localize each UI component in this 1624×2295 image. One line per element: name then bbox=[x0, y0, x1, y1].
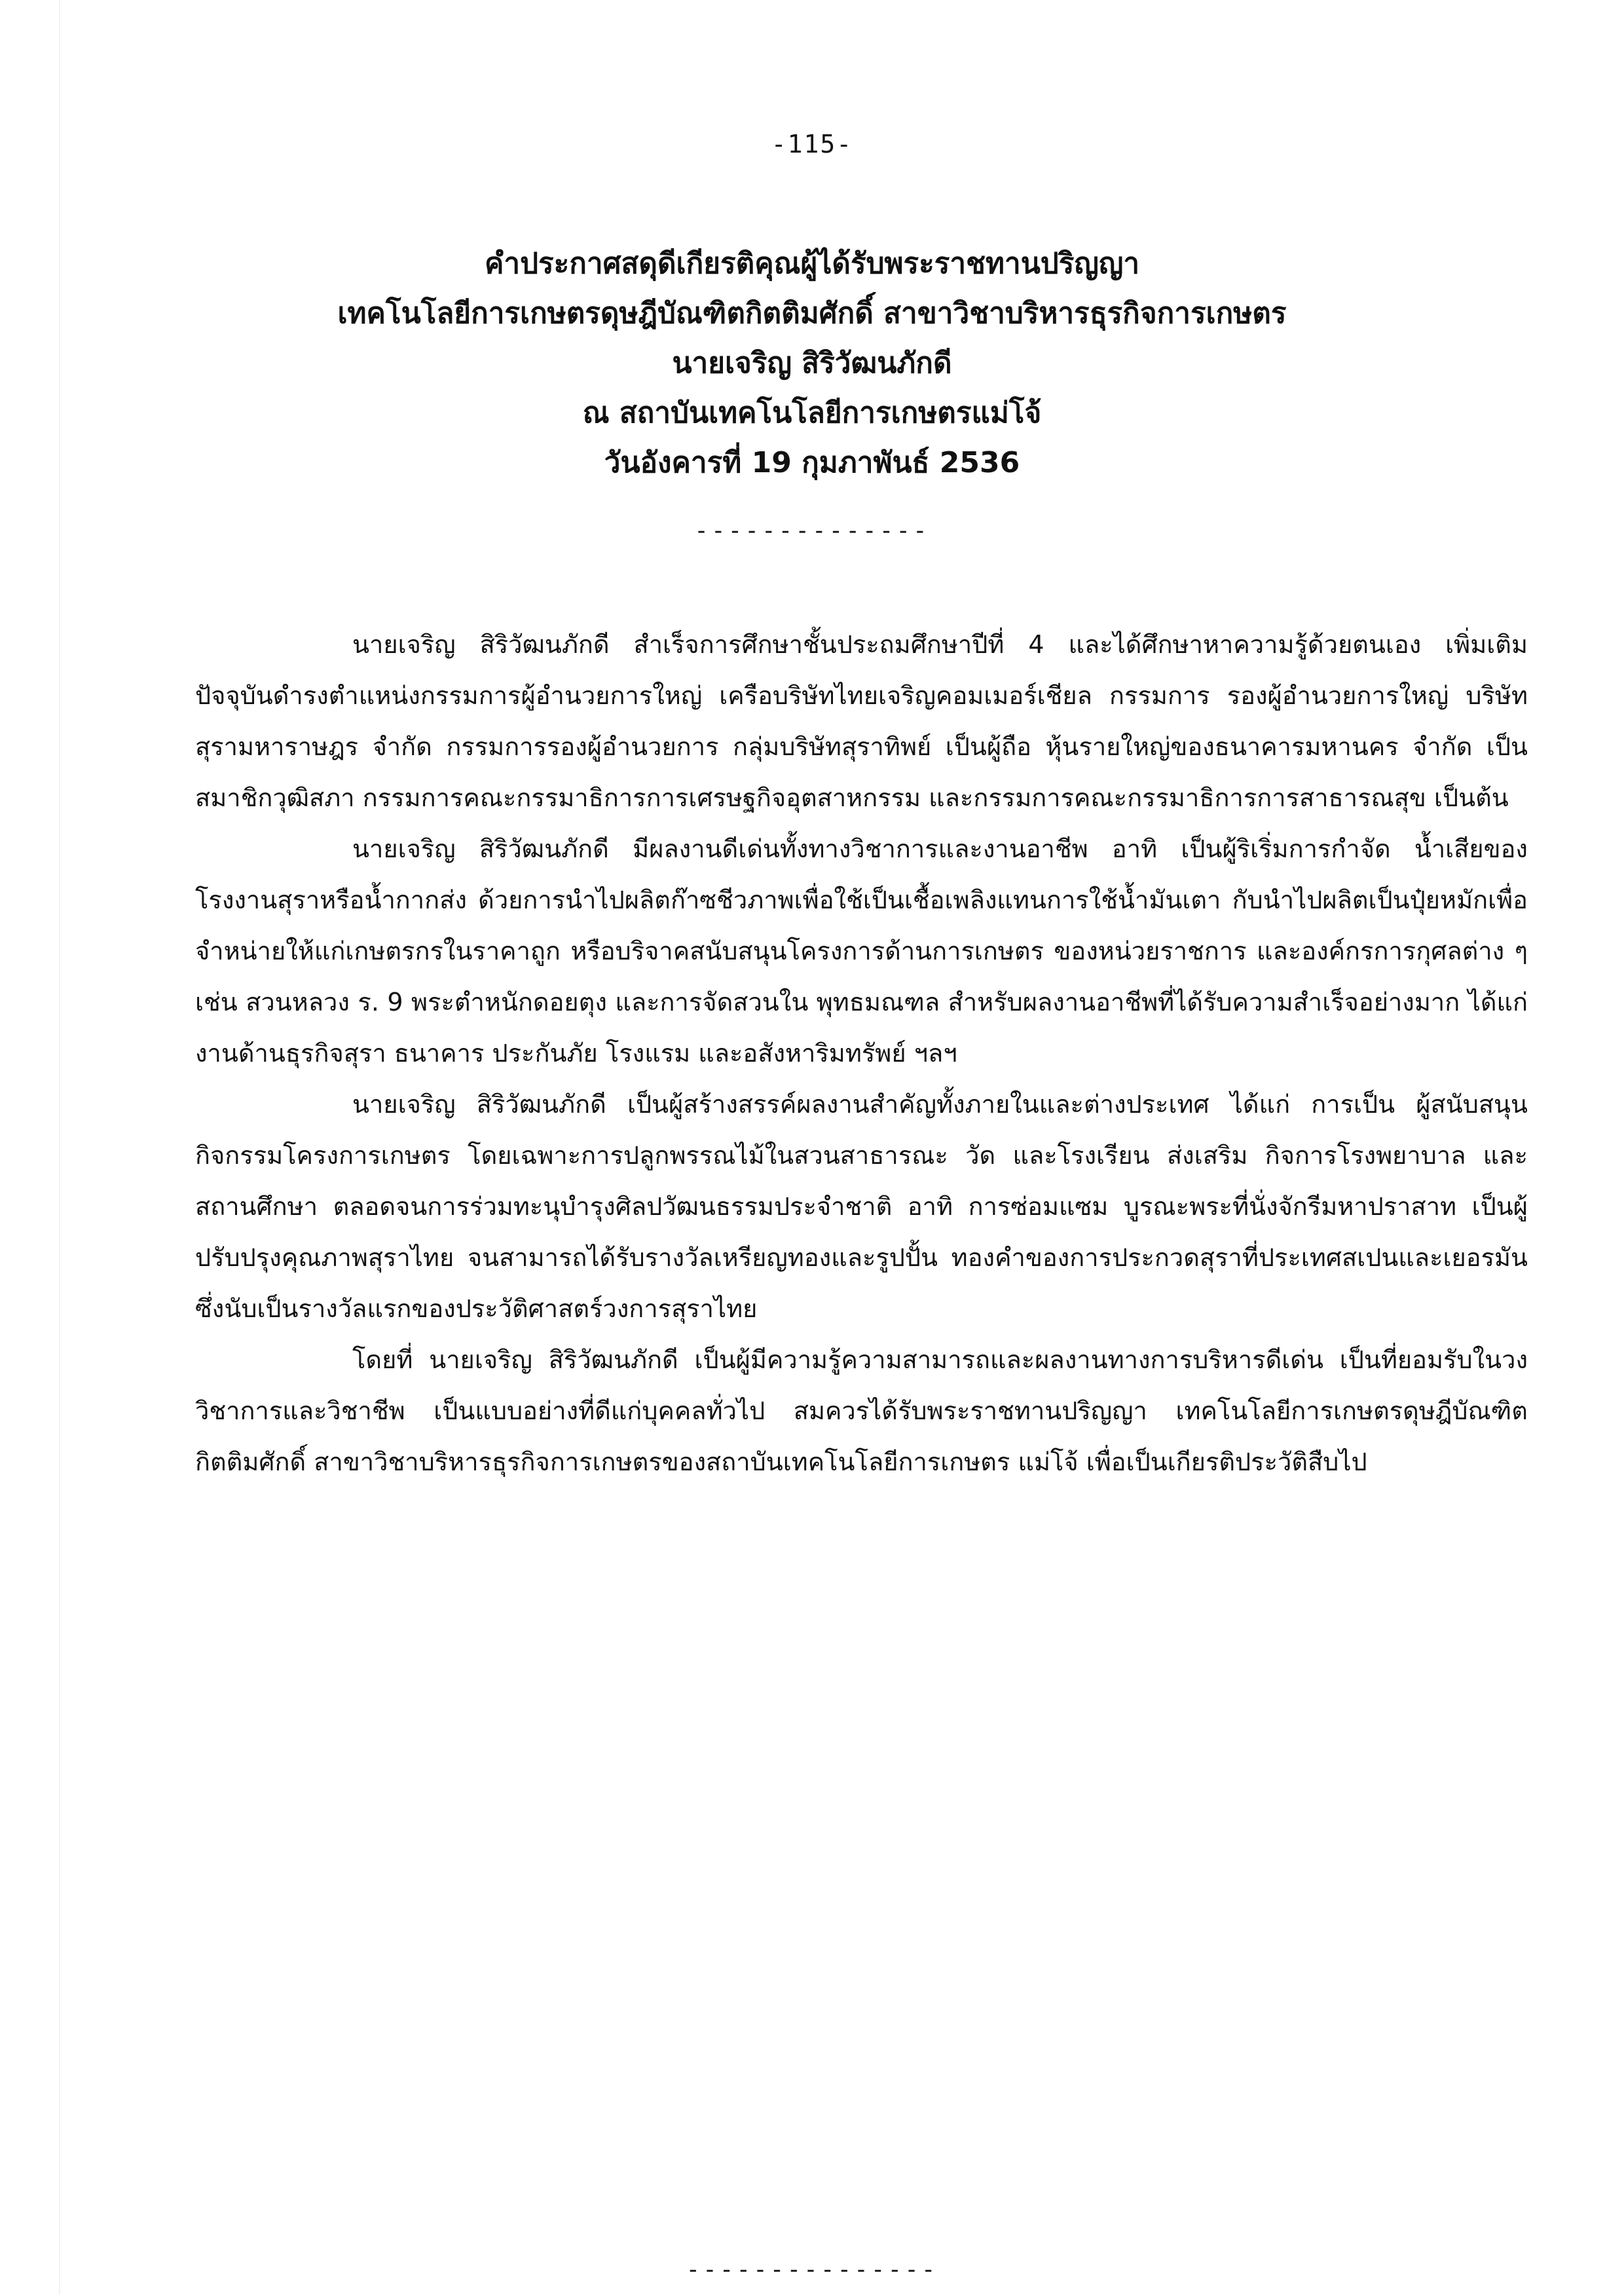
separator-bottom: --------------- bbox=[686, 2256, 938, 2283]
page-number: -115- bbox=[771, 130, 853, 159]
paragraph-conclusion: โดยที่ นายเจริญ สิริวัฒนภักดี เป็นผู้มีความรู้ความสามารถและผลงานทางการบริหารดีเด่น เป็นที่ยอมรับในวงวิชาการและวิชาชีพ เป็นแบบอย่างที่ดีแก่บุคคลทั่วไป สมควรได้รับพระราชทานปริญญา เทคโนโลยีการเกษตรดุษฎีบัณฑิตกิตติมศักดิ์ สาขาวิชาบริหารธุรกิจการเกษตรของสถาบันเทคโนโลยีการเกษตร แม่โจ้ เพื่อเป็นเกียรติประวัติสืบไป bbox=[195, 1345, 1528, 1476]
title-line-degree: เทคโนโลยีการเกษตรดุษฎีบัณฑิตกิตติมศักดิ์ สาขาวิชาบริหารธุรกิจการเกษตร bbox=[337, 297, 1287, 330]
title-line-date: วันอังคารที่ 19 กุมภาพันธ์ 2536 bbox=[604, 446, 1020, 479]
separator-top: -------------- bbox=[694, 517, 930, 544]
paragraph-contributions: นายเจริญ สิริวัฒนภักดี เป็นผู้สร้างสรรค์ผลงานสำคัญทั้งภายในและต่างประเทศ ได้แก่ การเป็น ผู้สนับสนุนกิจกรรมโครงการเกษตร โดยเฉพาะการปลูกพรรณไม้ในสวนสาธารณะ วัด และโรงเรียน ส่งเสริม กิจการโรงพยาบาล และสถานศึกษา ตลอดจนการร่วมทะนุบำรุงศิลปวัฒนธรรมประจำชาติ อาทิ การซ่อมแซม บูรณะพระที่นั่งจักรีมหาปราสาท เป็นผู้ปรับปรุงคุณภาพสุราไทย จนสามารถได้รับรางวัลเหรียญทองและรูปปั้น ทองคำของการประกวดสุราที่ประเทศสเปนและเยอรมัน ซึ่งนับเป็นรางวัลแรกของประวัติศาสตร์วงการสุราไทย bbox=[195, 1090, 1528, 1323]
title-block bbox=[0, 239, 1624, 488]
title-line-heading: คำประกาศสดุดีเกียรติคุณผู้ได้รับพระราชทานปริญญา bbox=[484, 247, 1140, 280]
paragraph-education: นายเจริญ สิริวัฒนภักดี สำเร็จการศึกษาชั้นประถมศึกษาปีที่ 4 และได้ศึกษาหาความรู้ด้วยตนเอง เพิ่มเติม ปัจจุบันดำรงตำแหน่งกรรมการผู้อำนวยการใหญ่ เครือบริษัทไทยเจริญคอมเมอร์เชียล กรรมการ รองผู้อำนวยการใหญ่ บริษัท สุรามหาราษฎร จำกัด กรรมการรองผู้อำนวยการ กลุ่มบริษัทสุราทิพย์ เป็นผู้ถือ หุ้นรายใหญ่ของธนาคารมหานคร จำกัด เป็นสมาชิกวุฒิสภา กรรมการคณะกรรมาธิการการเศรษฐกิจอุตสาหกรรม และกรรมการคณะกรรมาธิการการสาธารณสุข เป็นต้น bbox=[195, 630, 1528, 812]
title-line-recipient: นายเจริญ สิริวัฒนภักดี bbox=[672, 346, 952, 380]
body-text bbox=[195, 619, 1528, 1487]
paragraph-achievements: นายเจริญ สิริวัฒนภักดี มีผลงานดีเด่นทั้งทางวิชาการและงานอาชีพ อาทิ เป็นผู้ริเริ่มการกำจัด น้ำเสียของโรงงานสุราหรือน้ำกากส่ง ด้วยการนำไปผลิตก๊าซชีวภาพเพื่อใช้เป็นเชื้อเพลิงแทนการใช้น้ำมันเตา กับนำไปผลิตเป็นปุ๋ยหมักเพื่อจำหน่ายให้แก่เกษตรกรในราคาถูก หรือบริจาคสนับสนุนโครงการด้านการเกษตร ของหน่วยราชการ และองค์กรการกุศลต่าง ๆ เช่น สวนหลวง ร. 9 พระตำหนักดอยตุง และการจัดสวนใน พุทธมณฑล สำหรับผลงานอาชีพที่ได้รับความสำเร็จอย่างมาก ได้แก่ งานด้านธุรกิจสุรา ธนาคาร ประกันภัย โรงแรม และอสังหาริมทรัพย์ ฯลฯ bbox=[195, 834, 1528, 1068]
title-line-institution: ณ สถาบันเทคโนโลยีการเกษตรแม่โจ้ bbox=[582, 396, 1042, 430]
